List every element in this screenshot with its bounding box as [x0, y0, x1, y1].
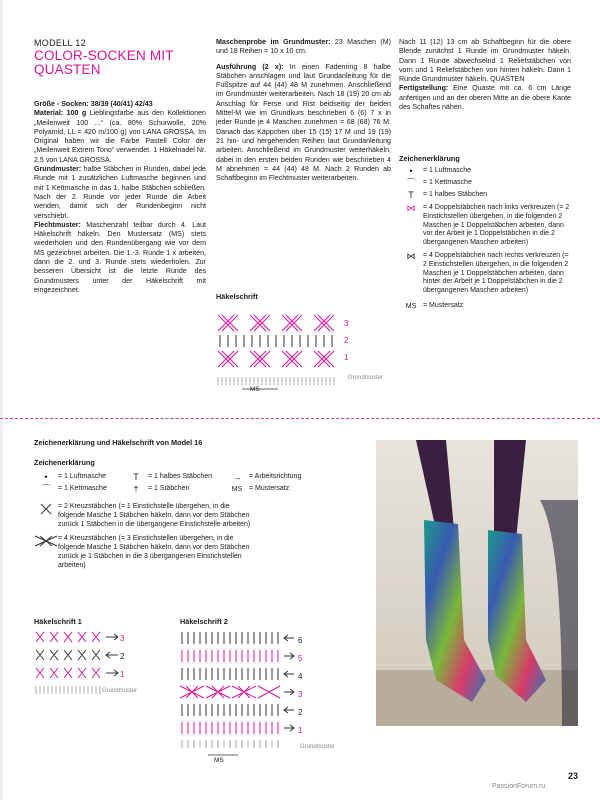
legend-item: MS = Mustersatz [225, 485, 345, 494]
row-label-3: 3 [298, 690, 303, 699]
bottom-section-title: Zeichenerklärung und Häkelschrift von Model 16 [34, 438, 203, 447]
footer-watermark: PassionForum.ru [492, 783, 546, 790]
row-label-6: 6 [298, 636, 303, 645]
grundmuster-caption: Grundmuster [348, 375, 384, 381]
flecht-text: Maschenzahl teilbar durch 4. Laut Häkelschrift häkeln. Den Mustersatz (MS) stets wiederholen und den Rundenübergang wie vor dem MS gezeichnet arbeiten. Die 1.-3. Runde 1 x arbeiten, dann die 2. und 3. Runde stets wiederholen. Zur besseren Übersicht ist die letzte Runde des Grundmusters unter der Häkelschrift mit eingezeichnet. [34, 220, 206, 294]
material-label: Material: 100 g [34, 109, 87, 118]
chart2-row-2 [182, 704, 278, 716]
row-label-2: 2 [120, 652, 125, 661]
bottom-legend-mid [124, 473, 234, 497]
row-label-4: 4 [298, 672, 303, 681]
chart-row-3-symbols [218, 315, 334, 331]
size-label: Größe - Socken: 38/39 (40/41) 42/43 [34, 100, 153, 108]
row-label-2: 2 [344, 336, 349, 345]
row-label-1: 1 [298, 726, 303, 735]
legend-item: ⋈ = 4 Doppelstäbchen nach links verkreuzen (= 2 Einstichstellen übergehen, in die folgenden 2 Maschen je 1 Doppelstäbchen arbeiten, dann vor der Arbeit je 1 Doppelstäbchen in die 2 übergangenen Maschen arbeiten) [399, 204, 574, 248]
chart2-grundmuster-row [182, 740, 278, 748]
row-label-3: 3 [344, 319, 349, 328]
material-text: Lieblingsfarbe aus den Kollektionen „Meilenweit 100 ...“ (ca. 80% Schurwolle, 20% Polyamid, LL = 420 m/100 g) von LANA GROSSA. Im Original haben wir die Farbe Pastell Color der „Meilenweit Extrem Tono“ verwendet. 1 Häkelnadel Nr. 2,5 von LANA GROSSA. [34, 109, 206, 164]
page-title: COLOR-SOCKEN MIT QUASTEN [34, 48, 174, 77]
chart2-row-3 [180, 686, 280, 698]
chart-grundmuster-row [218, 377, 334, 385]
kreuz-legend [34, 503, 354, 574]
chart2-row-5 [182, 650, 278, 662]
ms-symbol: MS [231, 486, 243, 493]
section-divider [0, 418, 600, 419]
legend-item: • = 1 Luftmasche [34, 473, 144, 482]
col3-text-1: Nach 11 (12) 13 cm ab Schaftbeginn für die obere Blende zunächst 1 Runde im Grundmuster häkeln. Dann 1 Runde abwechselnd 1 Reliefstäbchen von vorn und 1 Reliefstäbchen von hinten häkeln. Dann 1 Runde Grundmuster häkeln. QUASTEN [399, 38, 571, 84]
socks-photo [376, 440, 578, 726]
column-3 [399, 38, 571, 112]
legend-item: = 2 Kreuzstäbchen (= 1 Einstichstelle übergehen, in die folgende Masche 1 Stäbchen häkeln, dann vor dem Stäbchen zurück 1 Stäbchen in die übergangene Einstichstelle arbeiten) [34, 503, 354, 529]
chart-top-row-labels [344, 315, 348, 366]
slip-stitch-icon: ⌒ [406, 178, 416, 188]
model-label: MODELL 12 [34, 38, 86, 48]
flecht-label: Flechtmuster: [34, 220, 81, 229]
grundmuster-text: halbe Stäbchen in Runden, dabei jede Runde mit 1 zusätzlichen Luftmasche beginnen und mit 1 Kettmasche in das 1. halbe Stäbchen schließen. Nach der 2. Runde vor jeder Runde die Arbeit wenden, damit sich der Rundenbeginn nicht verschiebt. [34, 165, 206, 220]
legend-item: MS = Mustersatz [399, 302, 574, 311]
crochet-chart-2 [178, 628, 298, 760]
row-label-2: 2 [298, 708, 303, 717]
ausfuehrung-label: Ausführung (2 x): [216, 62, 284, 71]
chart-row-2-symbols [220, 335, 332, 347]
chart1-row-3 [36, 632, 100, 642]
legend-item: T = 1 halbes Stäbchen [124, 473, 234, 482]
legend-item: ⌒ = 1 Kettmasche [34, 485, 144, 494]
chart2-grundmuster-caption: Grundmuster [300, 744, 336, 750]
chart1-title: Häkelschrift 1 [34, 617, 82, 626]
maschenprobe-label: Maschenprobe im Grundmuster: [216, 38, 331, 46]
chain-stitch-icon: • [44, 472, 48, 482]
half-double-crochet-icon: T [408, 190, 414, 200]
legend-item: • = 1 Luftmasche [399, 167, 574, 176]
cross-2-icon [34, 503, 58, 515]
cross-left-icon: ⋈ [406, 203, 416, 213]
fertig-label: Fertigstellung: [399, 84, 449, 93]
chart2-title: Häkelschrift 2 [180, 617, 228, 626]
chart1-row-labels [120, 630, 124, 684]
grundmuster-label: Grundmuster: [34, 165, 82, 174]
bottom-legend-right [225, 473, 345, 497]
legend-item: ⌒ = 1 Kettmasche [399, 179, 574, 188]
column-2 [216, 38, 391, 183]
legend-top [399, 154, 574, 314]
cross-4-icon [34, 535, 58, 547]
chart2-row-labels [298, 632, 302, 740]
chart2-row-arrows [282, 632, 296, 744]
row-label-1: 1 [120, 670, 125, 679]
legend-item: † = 1 Stäbchen [124, 485, 234, 494]
legend-item: → = Arbeitsrichtung [225, 473, 345, 482]
double-crochet-icon: † [133, 484, 139, 494]
chart-row-1-symbols [218, 351, 334, 367]
chain-stitch-icon: • [409, 166, 413, 176]
column-1 [34, 100, 206, 295]
chart1-row-arrows [106, 634, 118, 676]
chart1-grundmuster-row [36, 686, 100, 694]
maschenprobe-text: 23 Maschen (M) und 18 Reihen = 10 x 10 cm. [216, 38, 391, 56]
cross-right-icon: ⋈ [406, 250, 416, 261]
page-number: 23 [568, 771, 579, 781]
legend-top-title: Zeichenerklärung [399, 154, 460, 163]
ms-symbol: MS [405, 302, 417, 310]
fertig-text: Eine Quaste mit ca. 6 cm Länge anfertigen und an der oberen Mitte an die obere Kante des Schaftes nähen. [399, 84, 571, 112]
half-double-crochet-icon: T [133, 472, 139, 482]
slip-stitch-icon: ⌒ [41, 484, 51, 494]
chart1-grundmuster-caption: Grundmuster [102, 688, 138, 694]
row-label-3: 3 [120, 634, 125, 643]
chart1-row-1 [36, 668, 100, 678]
chart2-ms-caption: MS [214, 757, 224, 764]
haekelschrift-title: Häkelschrift [216, 292, 258, 301]
row-label-5: 5 [298, 654, 303, 663]
chart2-row-6 [182, 632, 278, 644]
page-edge [0, 0, 3, 800]
legend-item: T = 1 halbes Stäbchen [399, 191, 574, 200]
legend-item: = 4 Kreuzstäbchen (= 3 Einstichstellen übergehen, in die folgende Masche 1 Stäbchen häkeln, dann vor dem Stäbchen zurück je 1 Stäbchen in die 3 übergangenen Einstichstellen arbeiten) [34, 535, 354, 570]
legend-item: ⋈ = 4 Doppelstäbchen nach rechts verkreuzen (= 2 Einstichstellen übergehen, in die folgenden 2 Maschen je 1 Doppelstäbchen arbeiten, dann hinter der Arbeit je 1 Doppelstäbchen in die 2 übergangenen Maschen arbeiten) [399, 252, 574, 296]
crochet-chart-top [214, 305, 394, 395]
ms-caption: MS [250, 386, 260, 393]
row-label-1: 1 [344, 353, 349, 362]
chart1-row-2 [36, 650, 100, 660]
chart2-row-1 [182, 722, 278, 734]
chart2-row-4 [182, 668, 278, 680]
arrow-right-icon: → [232, 472, 242, 482]
ausfuehrung-text: In einen Fadenring 8 halbe Stäbchen anschlagen und laut Grundanleitung für die Fußspitze auf 44 (44) 48 M zunehmen. Anschließend im Grundmuster weiterarbeiten. Nach 18 (19) 20 cm ab Anschlag für Ferse und Rist beidseitig der beiden Mittel-M wie im Grundkurs beschrieben 6 (6) 7 x in jeder Runde je 4 Maschen zunehmen = 68 (68) 76 M. Danach das Käppchen über 15 (15) 17 M und 19 (19) 21 hin- und hergehenden Reihen laut Grundanleitung arbeiten. Anschließend im Grundmuster weiterhäkeln, dabei in den ersten beiden Runden wie beschrieben 4 M abnehmen = 44 (44) 48 M. Nach 2 Runden ab Schaftbeginn im Flechtmuster weiterarbeiten. [216, 62, 391, 183]
bottom-legend-title: Zeichenerklärung [34, 458, 95, 467]
